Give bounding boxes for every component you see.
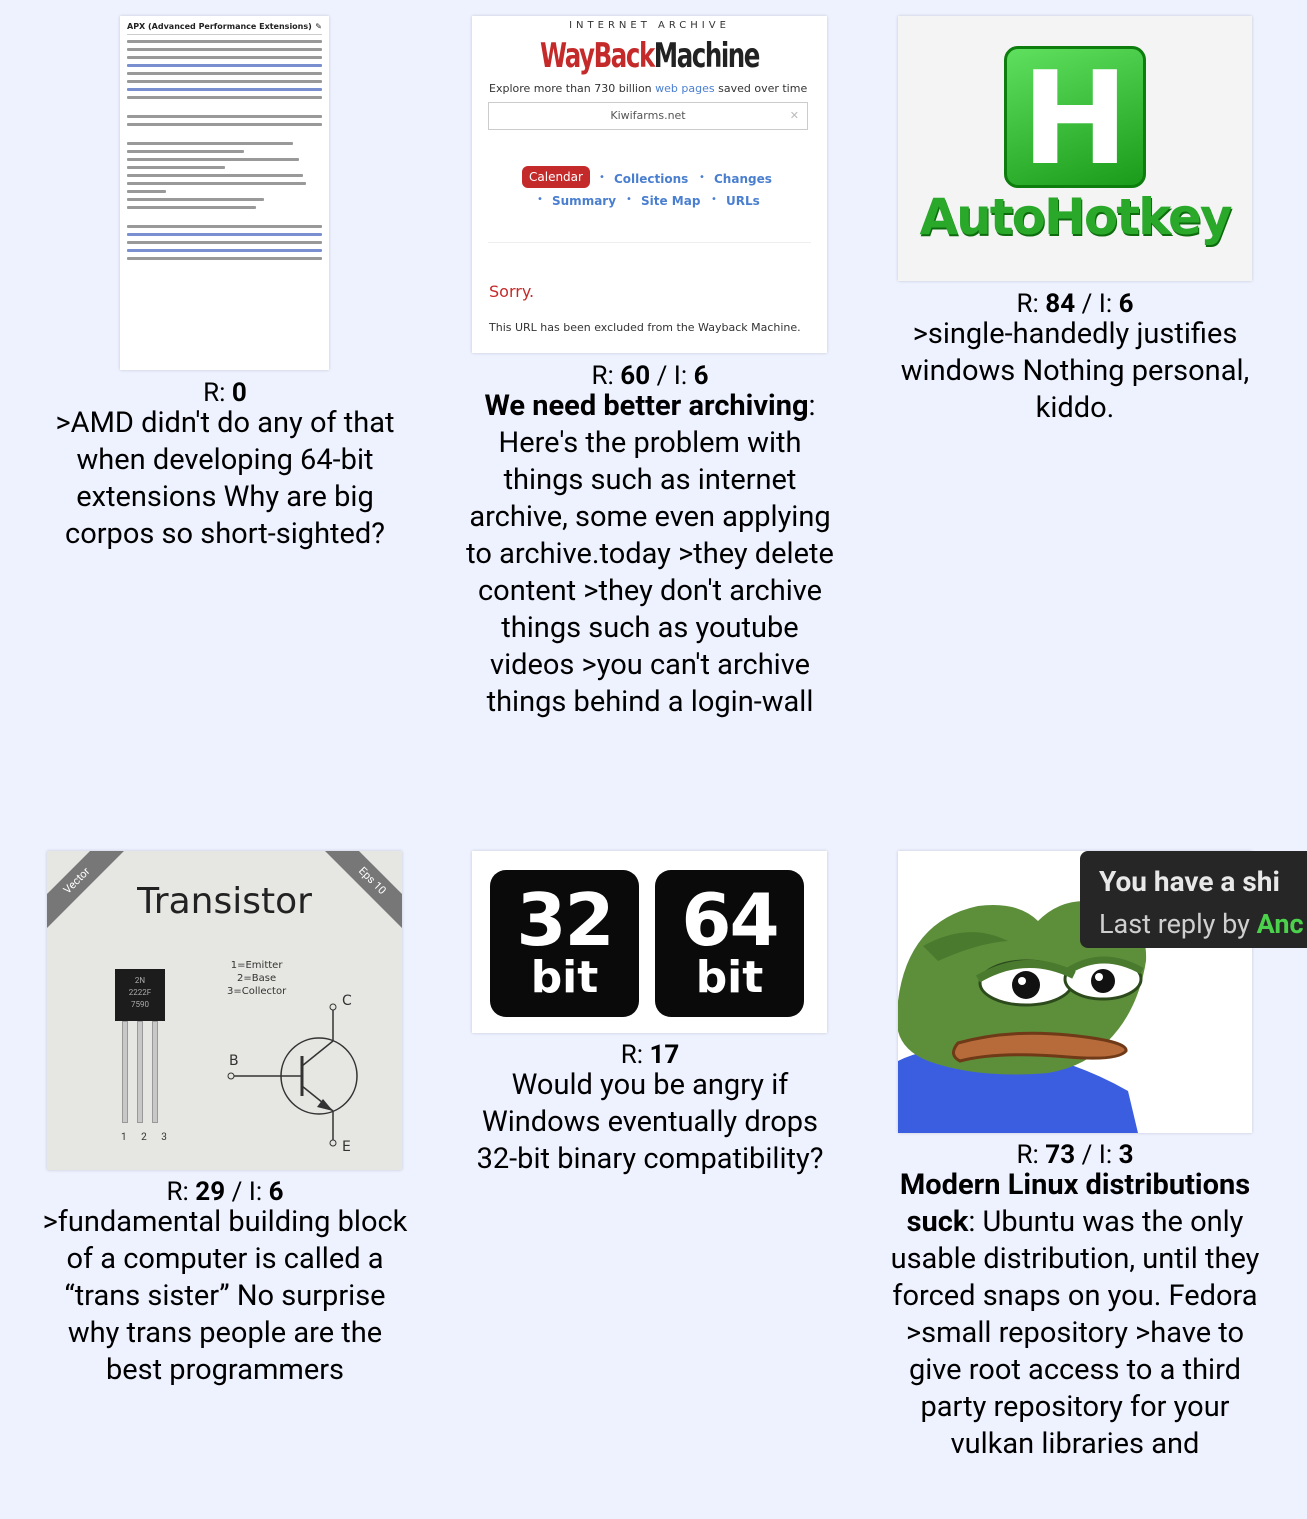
thread-teaser: Modern Linux distributions suck: Ubuntu was the only usable distribution, until they forced snaps on you. Fedora >small repository >have to give root access to a third party repository for your vulkan libraries and <box>890 1168 1260 1461</box>
calendar-tab: Calendar <box>522 166 590 188</box>
transistor-symbol <box>47 851 402 1170</box>
toast-title: You have a shi <box>1099 865 1280 898</box>
image-count: 3 <box>1118 1140 1134 1170</box>
toast-author: Anc <box>1256 908 1304 940</box>
thread-card[interactable] <box>465 16 835 781</box>
site-map-tab: Site Map <box>641 194 701 208</box>
terminal-e: E <box>342 1139 351 1155</box>
reply-count: 0 <box>231 378 247 408</box>
pin-legend: 1=Emitter 2=Base 3=Collector <box>227 960 287 997</box>
thread-card[interactable] <box>890 851 1260 1519</box>
excluded-message: This URL has been excluded from the Wayback Machine. <box>489 321 801 334</box>
32-bit-badge: 32 bit <box>490 870 639 1017</box>
thread-title: We need better archiving <box>484 389 809 423</box>
image-count: 6 <box>268 1177 284 1207</box>
reply-count: 60 <box>620 361 651 391</box>
thread-thumbnail[interactable] <box>120 16 329 370</box>
wiki-title: APX (Advanced Performance Extensions) <box>127 22 312 31</box>
reply-count: 29 <box>195 1177 226 1207</box>
thread-card[interactable] <box>465 851 835 1519</box>
thread-title: Modern Linux distributions suck <box>899 1168 1251 1239</box>
thread-stats: R: 73 / I: 3 <box>1016 1140 1134 1170</box>
thread-stats: R: 60 / I: 6 <box>591 361 709 391</box>
summary-tab: Summary <box>552 194 617 208</box>
reply-count: 84 <box>1045 289 1076 319</box>
transistor-package: 2N 2222F 7590 <box>115 969 165 1021</box>
thread-card[interactable] <box>40 851 410 1519</box>
thread-stats: R: 0 <box>203 378 247 408</box>
reply-notification-toast[interactable] <box>1080 851 1307 948</box>
logo-wordmark: AutoHotkey <box>919 188 1231 246</box>
terminal-b: B <box>229 1053 239 1069</box>
reply-count: 17 <box>649 1040 680 1070</box>
image-count: 6 <box>693 361 709 391</box>
sorry-heading: Sorry. <box>489 282 535 301</box>
thread-thumbnail[interactable] <box>472 851 827 1033</box>
thread-teaser: We need better archiving: Here's the problem with things such as internet archive, some even applying to archive.today >they delete content >they don't archive things such as youtube videos >you can't archive things behind a login-wall <box>466 389 834 719</box>
url-search-field: Kiwifarms.net ✕ <box>488 102 808 130</box>
autohotkey-logo: H <box>1004 46 1146 188</box>
thread-thumbnail[interactable] <box>47 851 402 1170</box>
thread-teaser: Would you be angry if Windows eventually drops 32-bit binary compatibility? <box>476 1068 824 1176</box>
thread-card[interactable] <box>890 16 1260 796</box>
thread-teaser: >single-handedly justifies windows Nothing personal, kiddo. <box>900 317 1250 425</box>
terminal-c: C <box>342 993 352 1009</box>
thread-thumbnail[interactable] <box>898 16 1252 281</box>
reply-count: 73 <box>1045 1140 1076 1170</box>
thread-card[interactable] <box>40 16 410 796</box>
archive-header: INTERNET ARCHIVE <box>569 20 730 31</box>
thread-stats: R: 17 <box>620 1040 680 1070</box>
wayback-logo: WayBackMachine <box>540 36 759 76</box>
diagram-title: Transistor <box>137 881 312 922</box>
explore-text: Explore more than 730 billion web pages saved over time <box>489 82 808 95</box>
thread-stats: R: 84 / I: 6 <box>1016 289 1134 319</box>
collections-tab: Collections <box>614 172 689 186</box>
thread-thumbnail[interactable]: INTERNET ARCHIVE WayBackMachine Explore more than 730 billion web pages saved over time Kiwifarms.net ✕ Calendar • Collections • Changes • Summary • Site Map • URLs Sorry. This URL has been excluded from the Wayback Machine. <box>472 16 827 353</box>
vector-corner-label: Vector <box>47 851 128 932</box>
thread-teaser: >fundamental building block of a computer is called a “trans sister” No surprise why trans people are the best programmers <box>42 1205 408 1387</box>
64-bit-badge: 64 bit <box>655 870 804 1017</box>
pencil-icon: ✎ <box>315 22 322 31</box>
pin-numbers: 1 2 3 <box>121 1132 173 1143</box>
image-count: 6 <box>1118 289 1134 319</box>
close-icon: ✕ <box>789 109 799 122</box>
changes-tab: Changes <box>714 172 772 186</box>
eps-corner-label: Eps 10 <box>321 851 402 932</box>
thread-teaser: >AMD didn't do any of that when developing 64-bit extensions Why are big corpos so short-sighted? <box>55 406 395 551</box>
toast-subtitle: Last reply by Anc <box>1099 908 1304 940</box>
thread-stats: R: 29 / I: 6 <box>166 1177 284 1207</box>
urls-tab: URLs <box>726 194 760 208</box>
